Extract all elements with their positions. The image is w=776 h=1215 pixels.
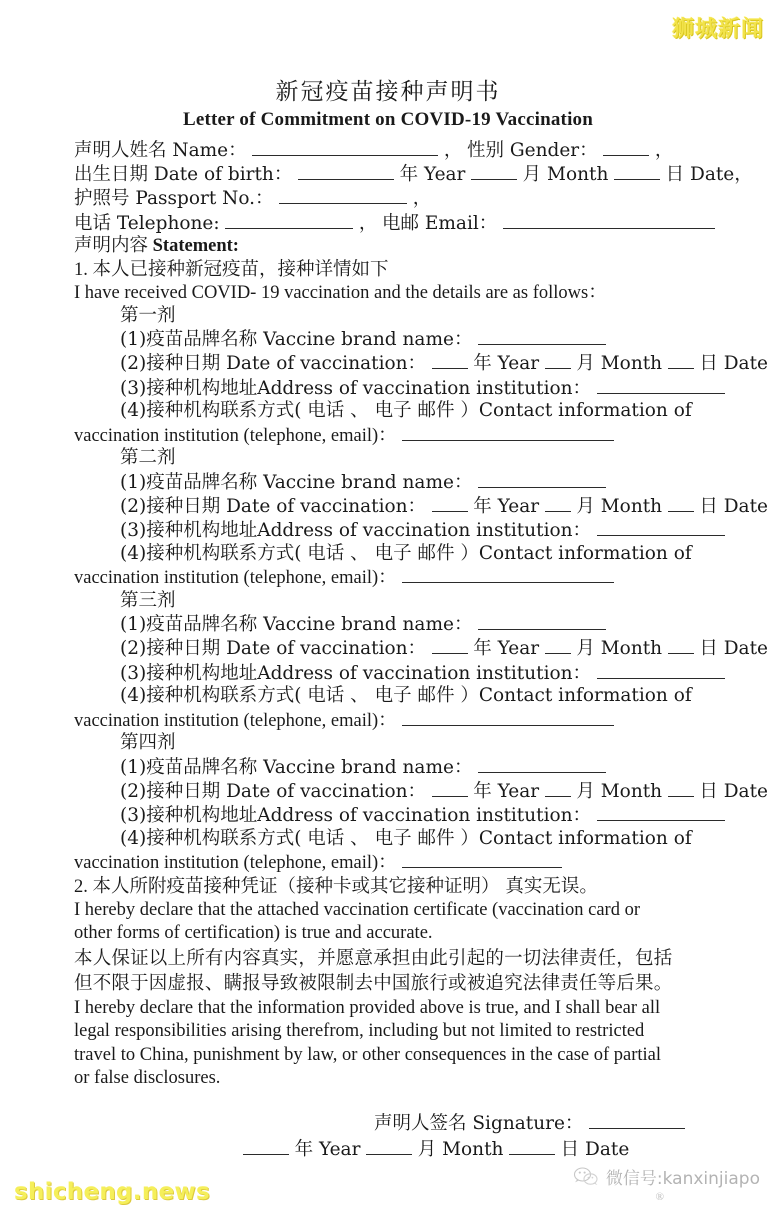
dose1-contact-label: (4)接种机构联系方式( 电话 、 电子 邮件 ）Contact information of [120,400,692,422]
passport-separator: ， [412,188,432,210]
dose4-brand-blank[interactable] [478,755,606,773]
page-title-english: Letter of Commitment on COVID-19 Vaccination [182,108,594,130]
dose3-date-label: (2)接种日期 Date of vaccination： [120,638,427,660]
page-title-chinese: 新冠疫苗接种声明书 [275,79,501,105]
field-row-contact [74,211,702,235]
dose4-contact-row-b [74,850,702,874]
name-label: 声明人姓名 Name： [74,139,247,161]
dose1-brand-blank[interactable] [478,327,606,345]
watermark-top-right: 狮城新闻 [671,17,764,42]
item2-chinese [74,875,702,899]
dose4-date-label: (2)接种日期 Date of vaccination： [120,780,427,802]
dose2-address-label: (3)接种机构地址Address of vaccination institution： [120,520,592,542]
dose4-address-blank[interactable] [597,803,725,821]
dob-label: 出生日期 Date of birth： [74,163,293,185]
dose4-address-row [74,803,702,827]
dose1-address-blank[interactable] [597,376,725,394]
dose4-contact-label: (4)接种机构联系方式( 电话 、 电子 邮件 ）Contact information of [120,827,692,849]
passport-label: 护照号 Passport No.： [74,188,274,210]
registered-trademark-mark: ® [655,1191,664,1203]
gender-input-blank[interactable] [603,138,649,156]
document-body [0,78,776,1163]
dose3-day-blank[interactable] [668,636,694,654]
dose-heading-1: 第一剂 [120,304,176,326]
dose2-brand-label: (1)疫苗品牌名称 Vaccine brand name： [120,471,473,493]
dose3-contact-label-cont: vaccination institution (telephone, email)： [74,710,397,731]
email-label: 电邮 Email： [381,212,498,234]
final-declaration-chinese-line1: 本人保证以上所有内容真实，并愿意承担由此引起的一切法律责任，包括 [74,947,673,969]
dose2-date-row [74,494,768,518]
signature-row [74,1111,702,1137]
dose4-brand-label: (1)疫苗品牌名称 Vaccine brand name： [120,756,473,778]
signature-label: 声明人签名 Signature： [374,1112,584,1134]
dob-month-unit: 月 Month [522,163,609,185]
dose2-brand-row [74,470,702,494]
dose4-contact-label-cont: vaccination institution (telephone, email)： [74,853,397,874]
dose3-date-row [74,636,768,660]
dose3-month-unit: 月 Month [576,638,663,660]
dose4-contact-row-a [74,828,702,850]
dose1-day-blank[interactable] [668,351,694,369]
gender-label: 性别 Gender： [466,139,598,161]
dose3-address-blank[interactable] [597,661,725,679]
dose2-month-blank[interactable] [545,494,571,512]
dose1-day-unit: 日 Date [699,353,768,375]
dose2-address-row [74,518,702,542]
name-input-blank[interactable] [252,138,438,156]
dose4-contact-blank[interactable] [402,850,562,868]
dose-heading-2: 第二剂 [120,447,176,469]
signature-year-unit: 年 Year [294,1138,361,1160]
dose2-date-label: (2)接种日期 Date of vaccination： [120,495,427,517]
dose1-brand-row [74,327,702,351]
dose3-contact-label: (4)接种机构联系方式( 电话 、 电子 邮件 ）Contact information of [120,685,692,707]
final-declaration-chinese-line2: 但不限于因虚报、瞒报导致被限制去中国旅行或被追究法律责任等后果。 [74,973,673,995]
statement-heading [74,235,702,257]
dose2-day-blank[interactable] [668,494,694,512]
form-content [0,138,776,1163]
dose2-year-unit: 年 Year [473,495,540,517]
telephone-separator: ， [358,212,378,234]
signature-month-unit: 月 Month [417,1138,504,1160]
item1-number: 1. [74,259,88,280]
dose2-contact-row-a [74,543,702,565]
dob-day-unit: 日 Date， [665,163,753,185]
dose1-year-blank[interactable] [432,351,468,369]
final-declaration-english-line3: travel to China, punishment by law, or other consequences in the case of partial [74,1044,662,1065]
signature-blank[interactable] [589,1111,685,1129]
field-row-dob [74,162,753,186]
site-brand-logo: shicheng.news [14,1179,210,1205]
statement-heading-english: Statement: [152,236,239,257]
dose4-address-label: (3)接种机构地址Address of vaccination institution： [120,805,592,827]
dose3-year-blank[interactable] [432,636,468,654]
dose2-contact-row-b [74,565,702,589]
dose2-address-blank[interactable] [597,518,725,536]
item2-text-chinese: 本人所附疫苗接种凭证（接种卡或其它接种证明） 真实无误。 [92,875,598,897]
dose2-year-blank[interactable] [432,494,468,512]
dose4-year-blank[interactable] [432,779,468,797]
dob-month-blank[interactable] [471,162,517,180]
dose1-date-row [74,351,768,375]
item2-english-line2: other forms of certification) is true and accurate. [74,923,433,944]
dose-heading-3: 第三剂 [120,589,176,611]
dose1-year-unit: 年 Year [473,353,540,375]
dose3-contact-row-b [74,708,702,732]
dose3-contact-row-a [74,685,702,707]
field-row-name [74,138,702,162]
dose3-address-row [74,661,702,685]
dose3-brand-label: (1)疫苗品牌名称 Vaccine brand name： [120,614,473,636]
dose1-month-blank[interactable] [545,351,571,369]
field-row-passport [74,186,702,210]
footer [0,1145,776,1215]
telephone-label: 电话 Telephone: [74,212,220,234]
item2-english-line1: I hereby declare that the attached vaccination certificate (vaccination card or [74,899,640,920]
dose1-contact-row-a [74,400,702,422]
dose1-month-unit: 月 Month [576,353,663,375]
final-declaration-english-line4: or false disclosures. [74,1068,221,1089]
dose4-year-unit: 年 Year [473,780,540,802]
statement-heading-chinese: 声明内容 [74,235,149,257]
item1-english: I have received COVID- 19 vaccination and the details are as follows： [74,282,607,303]
name-separator: ， [443,139,463,161]
item2-number: 2. [74,876,88,897]
dose3-address-label: (3)接种机构地址Address of vaccination institution： [120,662,592,684]
dose4-day-unit: 日 Date [699,780,768,802]
item1-text-chinese: 本人已接种新冠疫苗，接种详情如下 [92,258,389,280]
dose3-year-unit: 年 Year [473,638,540,660]
dose-heading-4: 第四剂 [120,732,176,754]
email-input-blank[interactable] [503,211,715,229]
dose2-day-unit: 日 Date [699,495,768,517]
wechat-account-block [573,1164,760,1189]
wechat-account-label: 微信号:kanxinjiapo [605,1169,760,1189]
dose1-address-label: (3)接种机构地址Address of vaccination institution： [120,377,592,399]
dose4-day-blank[interactable] [668,779,694,797]
final-declaration-english-line2: legal responsibilities arising therefrom, including but not limited to restricted [74,1021,645,1042]
dose3-brand-row [74,612,702,636]
dose3-month-blank[interactable] [545,636,571,654]
item1-chinese [74,258,702,282]
dob-day-blank[interactable] [614,162,660,180]
dose2-contact-blank[interactable] [402,565,614,583]
dose2-contact-label-cont: vaccination institution (telephone, email)： [74,568,397,589]
dose2-contact-label: (4)接种机构联系方式( 电话 、 电子 邮件 ）Contact information of [120,542,692,564]
dose3-day-unit: 日 Date [699,638,768,660]
gender-separator: ， [654,139,674,161]
wechat-icon [573,1166,599,1188]
dose1-address-row [74,376,702,400]
dose4-date-row [74,779,768,803]
dose2-month-unit: 月 Month [576,495,663,517]
dose1-contact-row-b [74,423,702,447]
telephone-input-blank[interactable] [225,211,353,229]
dose2-brand-blank[interactable] [478,470,606,488]
dose4-month-blank[interactable] [545,779,571,797]
signature-day-unit: 日 Date [560,1138,630,1160]
dose3-contact-blank[interactable] [402,708,614,726]
dose1-contact-label-cont: vaccination institution (telephone, email)： [74,425,397,446]
dose4-month-unit: 月 Month [576,780,663,802]
dose3-brand-blank[interactable] [478,612,606,630]
passport-input-blank[interactable] [279,186,407,204]
dob-year-unit: 年 Year [399,163,466,185]
dose4-brand-row [74,755,702,779]
dose1-date-label: (2)接种日期 Date of vaccination： [120,353,427,375]
dose1-contact-blank[interactable] [402,423,614,441]
dob-year-blank[interactable] [298,162,394,180]
final-declaration-english-line1: I hereby declare that the information provided above is true, and I shall bear all [74,997,661,1018]
dose1-brand-label: (1)疫苗品牌名称 Vaccine brand name： [120,329,473,351]
